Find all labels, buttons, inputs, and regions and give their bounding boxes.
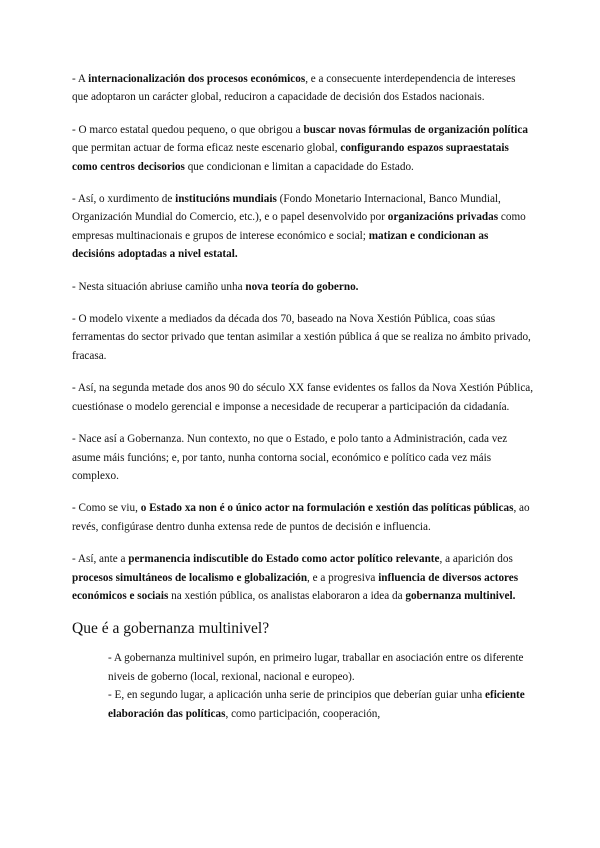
text-run: que permitan actuar de forma eficaz neste escenario global, [72, 142, 341, 155]
bold-text: organizacións privadas [387, 211, 499, 224]
text-run: , como participación, cooperación, [225, 707, 381, 720]
paragraph [72, 430, 534, 485]
text-run: , e a progresiva [307, 571, 379, 584]
paragraph [72, 310, 534, 365]
bold-text: influencia de diversos actores económicos e sociais [72, 571, 519, 602]
text-run: , ao revés, configúrase dentro dunha extensa rede de puntos de decisión e influencia. [72, 502, 530, 533]
text-run: , e a consecuente interdependencia de intereses que adoptaron un carácter global, reduciron a capacidade de decisión dos Estados nacionais. [72, 73, 516, 104]
bold-text: buscar novas fórmulas de organización política [303, 123, 528, 136]
document-page [72, 70, 534, 723]
text-run: - Nace así a Gobernanza. Nun contexto, no que o Estado, e polo tanto a Administración, cada vez asume máis funcións; e, por tanto, nunha contorna social, económico e político cada vez máis complexo. [72, 433, 508, 482]
document-body [72, 70, 534, 605]
text-run: - Nesta situación abriuse camiño unha [72, 280, 246, 293]
text-run: - O marco estatal quedou pequeno, o que obrigou a [72, 123, 304, 136]
text-run: - A [72, 73, 89, 85]
section-title: Que é a gobernanza multinivel? [72, 620, 270, 638]
paragraph [72, 379, 534, 416]
text-run: , a aparición dos [439, 553, 513, 566]
bold-text: eficiente elaboración das políticas [108, 689, 525, 720]
text-run: - O modelo vixente a mediados da década dos 70, baseado na Nova Xestión Pública, coas súas ferramentas do sector privado que tentan asimilar a xestión pública á que se realiza no ámbito privado, fracasa. [72, 313, 531, 362]
bold-text: configurando espazos supraestatais como centros decisorios [72, 142, 509, 173]
bold-text: institucións mundiais [175, 193, 277, 206]
bold-text: gobernanza multinivel. [405, 589, 516, 602]
bullet-list [72, 649, 534, 723]
bullet-item [108, 649, 534, 686]
paragraph [72, 121, 534, 176]
text-run: na xestión pública, os analistas elaboraron a idea da [168, 589, 406, 602]
bullet-item [108, 686, 534, 723]
bold-text: matizan e condicionan as decisións adoptadas a nivel estatal. [72, 229, 489, 261]
paragraph [72, 499, 534, 536]
paragraph [72, 550, 534, 605]
paragraph [72, 278, 534, 296]
text-run: - Así, na segunda metade dos anos 90 do século XX fanse evidentes os fallos da Nova Xestión Pública, cuestiónase o modelo gerencial e imponse a necesidade de recuperar a participación da cidadanía. [72, 382, 534, 413]
bold-text: procesos simultáneos de localismo e globalización [72, 571, 308, 584]
paragraph [72, 70, 534, 107]
text-run: - Así, o xurdimento de [72, 193, 176, 206]
bold-text: internacionalización dos procesos económicos [88, 73, 306, 85]
bold-text: permanencia indiscutible do Estado como actor político relevante [128, 553, 440, 566]
text-run: que condicionan e limitan a capacidade do Estado. [184, 160, 414, 173]
text-run: - A gobernanza multinivel supón, en primeiro lugar, traballar en asociación entre os diferente niveis de goberno (local, rexional, nacional e europeo). [108, 652, 524, 683]
paragraph [72, 190, 534, 264]
bold-text: nova teoría do goberno. [245, 280, 359, 293]
text-run: - Como se viu, [72, 502, 141, 515]
text-run: como empresas multinacionais e grupos de interese económico e social; [72, 211, 526, 242]
text-run: - Así, ante a [72, 553, 129, 566]
text-run: - E, en segundo lugar, a aplicación unha serie de principios que deberían guiar unha [108, 689, 485, 702]
text-run: (Fondo Monetario Internacional, Banco Mundial, Organización Mundial do Comercio, etc.), e o papel desenvolvido por [72, 193, 501, 224]
bold-text: o Estado xa non é o único actor na formulación e xestión das políticas públicas [140, 502, 514, 515]
